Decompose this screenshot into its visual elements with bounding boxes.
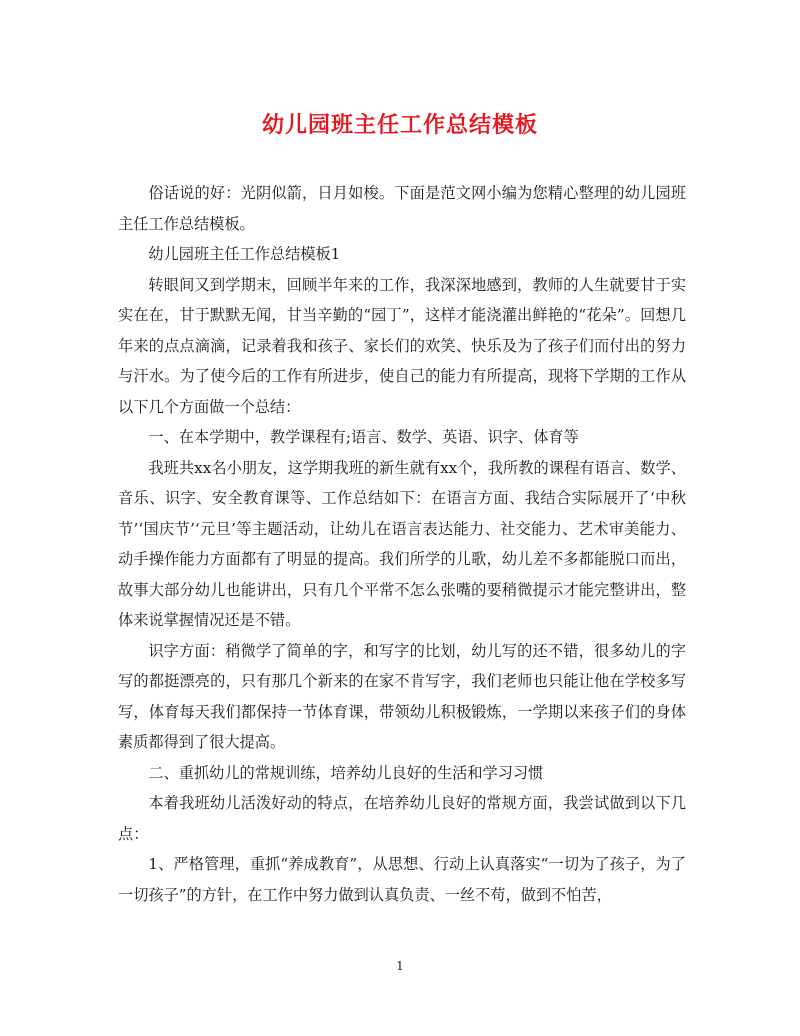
document-title: 幼儿园班主任工作总结模板 xyxy=(261,112,538,138)
paragraph-literacy: 识字方面：稍微学了简单的字，和写字的比划，幼儿写的还不错，很多幼儿的字写的都挺漂亮的，只有那几个新来的在家不肯写字，我们老师也只能让他在学校多写写，体育每天我们都保持一节体育课，带领幼儿积极锻炼，一学期以来孩子们的身体素质都得到了很大提高。 xyxy=(118,641,686,751)
paragraph-intro: 俗话说的好：光阴似箭，日月如梭。下面是范文网小编为您精心整理的幼儿园班主任工作总结模板。 xyxy=(118,184,686,233)
paragraph-habits: 本着我班幼儿活泼好动的特点，在培养幼儿良好的常规方面，我尝试做到以下几点： xyxy=(118,794,686,843)
document-body xyxy=(118,178,686,910)
paragraph-section-one-heading: 一、在本学期中，教学课程有;语言、数学、英语、识字、体育等 xyxy=(148,428,579,446)
paragraph-strict-management: 1、严格管理，重抓“养成教育”，从思想、行动上认真落实“一切为了孩子，为了一切孩子”的方针，在工作中努力做到认真负责、一丝不苟，做到不怕苦， xyxy=(118,855,686,904)
paragraph-subtitle: 幼儿园班主任工作总结模板1 xyxy=(148,245,341,263)
page-number: 1 xyxy=(396,959,404,973)
paragraph-class-summary: 我班共xx名小朋友，这学期我班的新生就有xx个，我所教的课程有语言、数学、音乐、识字、安全教育课等、工作总结如下：在语言方面、我结合实际展开了‘中秋节’‘国庆节’‘元旦’等主题活动，让幼儿在语言表达能力、社交能力、艺术审美能力、动手操作能力方面都有了明显的提高。我们所学的儿歌，幼儿差不多都能脱口而出，故事大部分幼儿也能讲出，只有几个平常不怎么张嘴的要稍微提示才能完整讲出，整体来说掌握情况还是不错。 xyxy=(118,458,686,629)
paragraph-overview: 转眼间又到学期末，回顾半年来的工作，我深深地感到，教师的人生就要甘于实实在在，甘于默默无闻，甘当辛勤的“园丁”，这样才能浇灌出鲜艳的“花朵”。回想几年来的点点滴滴，记录着我和孩子、家长们的欢笑、快乐及为了孩子们而付出的努力与汗水。为了使今后的工作有所进步，使自己的能力有所提高，现将下学期的工作从以下几个方面做一个总结： xyxy=(118,275,686,416)
paragraph-section-two-heading: 二、重抓幼儿的常规训练，培养幼儿良好的生活和学习习惯 xyxy=(148,763,544,782)
